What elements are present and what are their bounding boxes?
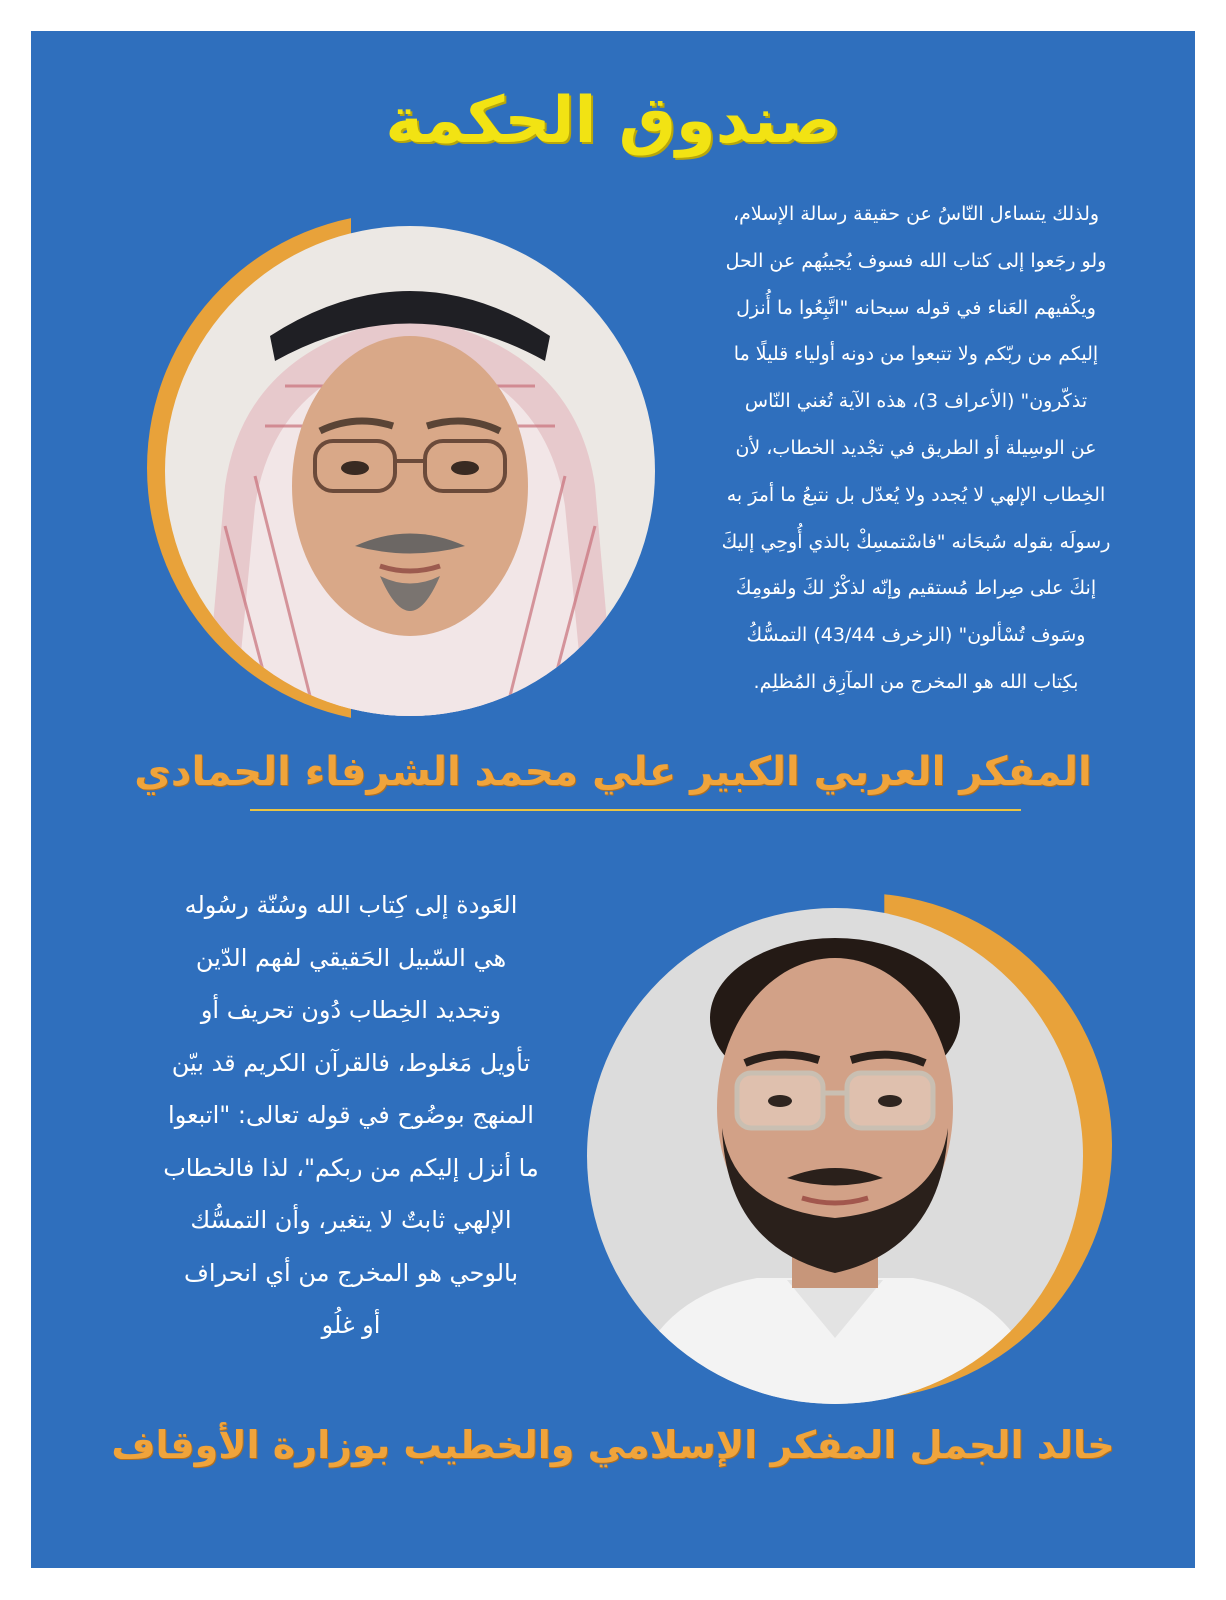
portrait-photo-1 bbox=[165, 226, 655, 716]
portrait-2-illustration bbox=[587, 908, 1083, 1404]
poster-panel bbox=[31, 31, 1195, 1568]
section-divider bbox=[250, 809, 1021, 811]
person-name-1: المفكر العربي الكبير علي محمد الشرفاء الحمادي bbox=[134, 749, 1092, 795]
portrait-1-illustration bbox=[165, 226, 655, 716]
person-name-2: خالد الجمل المفكر الإسلامي والخطيب بوزارة الأوقاف bbox=[111, 1423, 1115, 1467]
portrait-photo-2 bbox=[587, 908, 1083, 1404]
poster-title: صندوق الحكمة bbox=[385, 84, 841, 158]
quote-paragraph-1: ولذلك يتساءل النّاسُ عن حقيقة رسالة الإسلام، ولو رجَعوا إلى كتاب الله فسوف يُجيبُهم عن الحل ويكْفيهم العَناء في قوله سبحانه "اتَّبِعُوا ما أُنزل إليكم من ربّكم ولا تتبعوا من دونه أولياء قليلًا ما تذكّرون" (الأعراف 3)، هذه الآية تُغني النّاس عن الوسِيلة أو الطريق في تجْديد الخطاب، لأن الخِطاب الإلهي لا يُجدد ولا يُعدّل بل نتبعُ ما أمرَ به رسولَه بقوله سُبحَانه "فاسْتمسِكْ بالذي أُوحِي إليكَ إنكَ على صِراط مُستقيم وإنّه لذكْرٌ لكَ ولقومِكَ وسَوف تُسْألون" (الزخرف 43/44) التمسُّكُ بكِتاب الله هو المخرج من المآزِق المُظلِم. bbox=[721, 203, 1111, 693]
quote-paragraph-2: العَودة إلى كِتاب الله وسُنّة رسُوله هي السّبيل الحَقيقي لفهم الدّين وتجديد الخِطاب دُون تحريف أو تأويل مَغلوط، فالقرآن الكريم قد بيّن المنهج بوضُوح في قوله تعالى: "اتبعوا ما أنزل إليكم من ربكم"، لذا فالخطاب الإلهي ثابتٌ لا يتغير، وأن التمسُّك بالوحي هو المخرج من أي انحراف أو غلُو bbox=[163, 891, 539, 1339]
